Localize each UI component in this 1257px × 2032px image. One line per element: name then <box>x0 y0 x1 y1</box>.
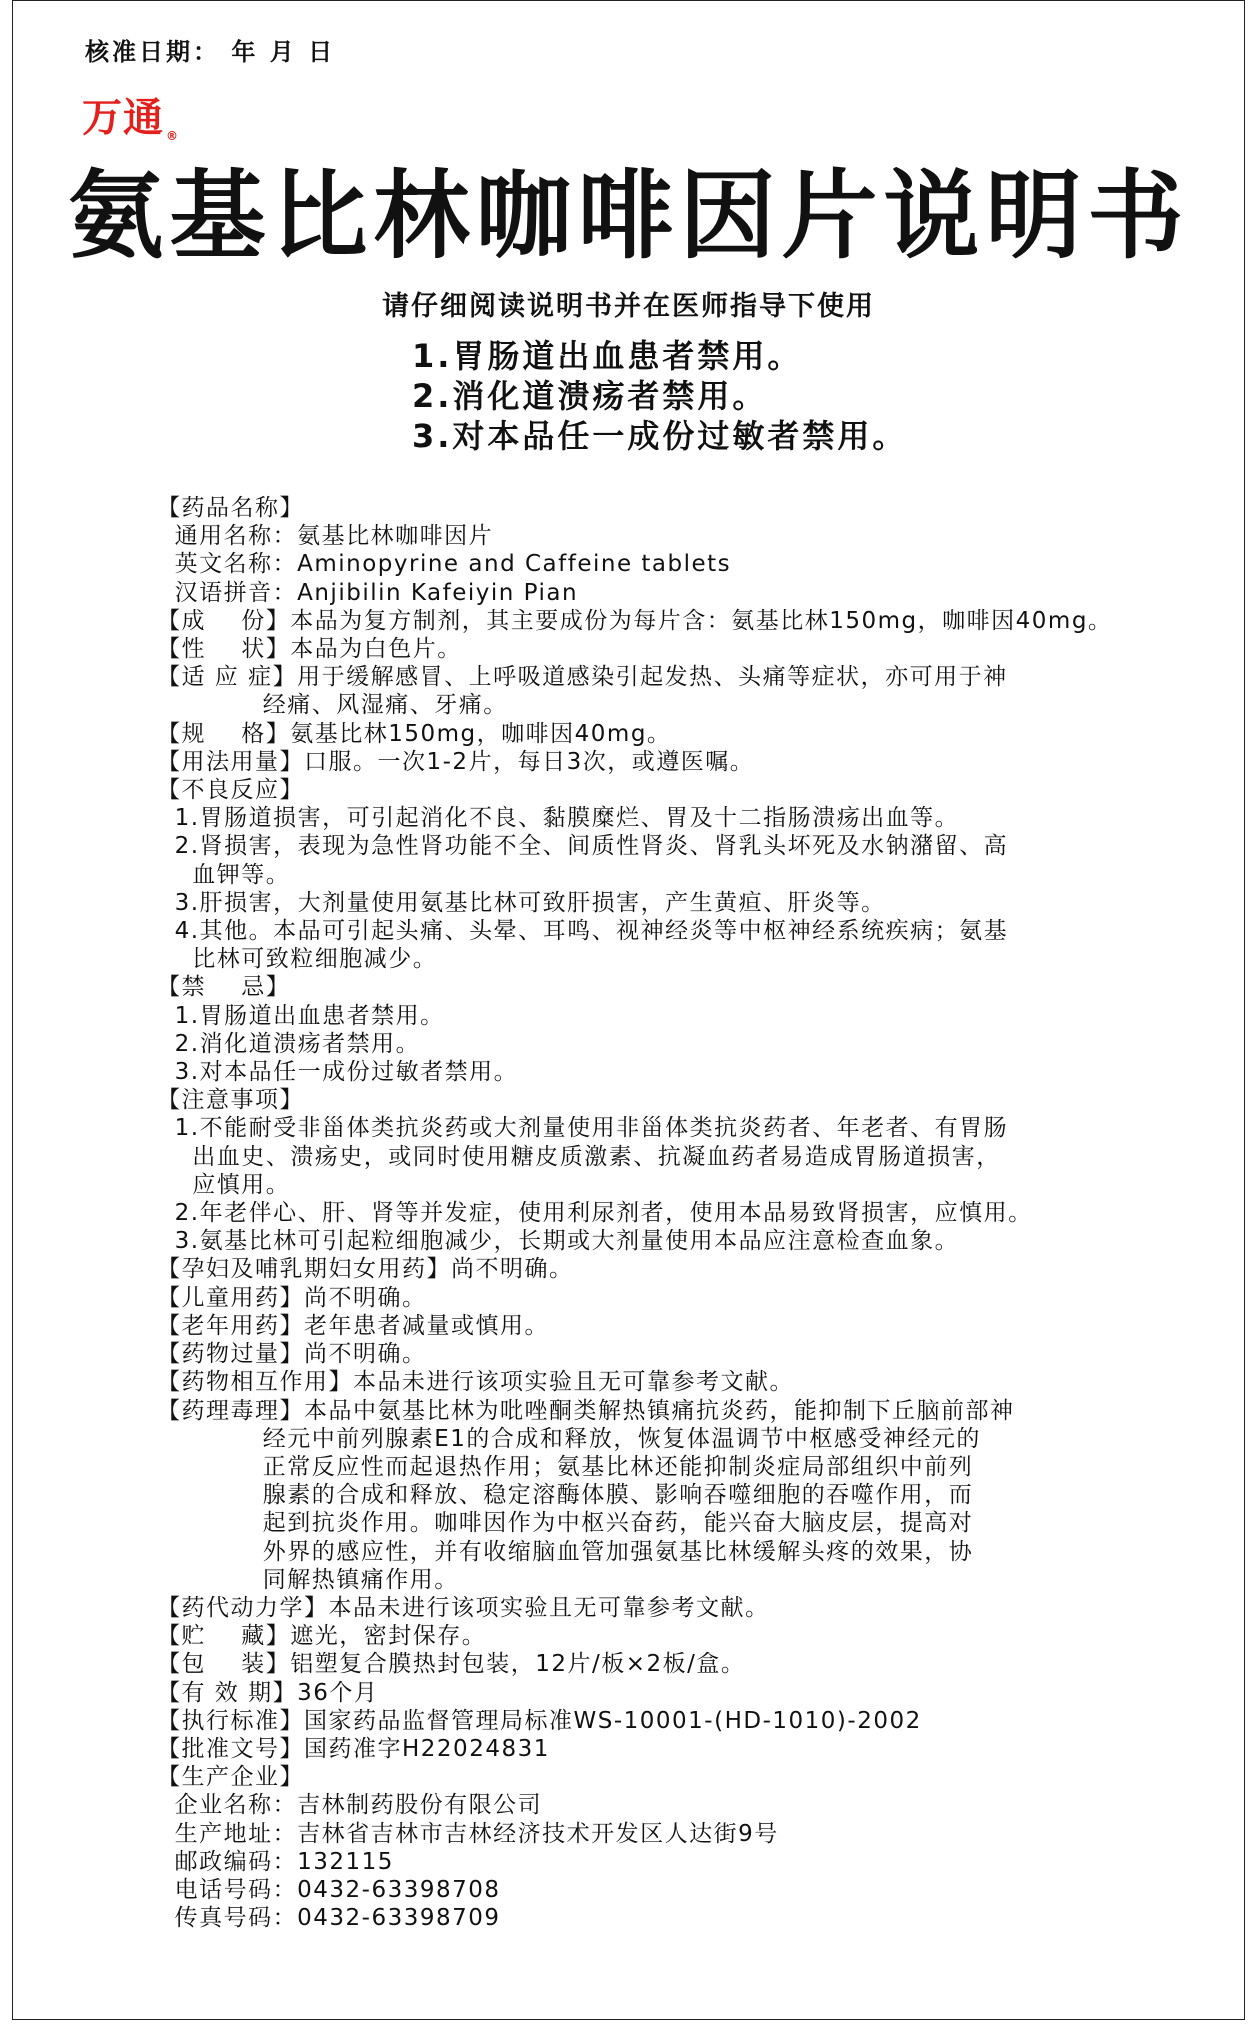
brand-name: 万通 <box>82 95 164 141</box>
text-line: 【执行标准】国家药品监督管理局标准WS-10001-(HD-1010)-2002 <box>157 1707 922 1734</box>
text-line: 【禁 忌】 <box>157 974 291 1001</box>
text-line: 【药物相互作用】本品未进行该项实验且无可靠参考文献。 <box>157 1369 794 1396</box>
text-line: 【有 效 期】36个月 <box>157 1679 379 1706</box>
text-line: 【性 状】本品为白色片。 <box>157 636 462 663</box>
text-line: 经元中前列腺素E1的合成和释放，恢复体温调节中枢感受神经元的 <box>157 1425 981 1452</box>
warning-item: 1.胃肠道出血患者禁用。 <box>412 337 803 375</box>
text-line: 英文名称：Aminopyrine and Caffeine tablets <box>157 551 732 578</box>
text-line: 外界的感应性，并有收缩脑血管加强氨基比林缓解头疼的效果，协 <box>157 1538 974 1565</box>
text-line: 3.氨基比林可引起粒细胞减少，长期或大剂量使用本品应注意检查血象。 <box>157 1228 960 1255</box>
text-line: 【贮 藏】遮光，密封保存。 <box>157 1623 487 1650</box>
text-line: 1.不能耐受非甾体类抗炎药或大剂量使用非甾体类抗炎药者、年老者、有胃肠 <box>157 1115 1009 1142</box>
text-line: 起到抗炎作用。咖啡因作为中枢兴奋药，能兴奋大脑皮层，提高对 <box>157 1510 974 1537</box>
warning-item: 3.对本品任一成份过敏者禁用。 <box>412 417 908 455</box>
text-line: 【药理毒理】本品中氨基比林为吡唑酮类解热镇痛抗炎药，能抑制下丘脑前部神 <box>157 1397 1015 1424</box>
warning-list <box>412 336 907 456</box>
text-line: 汉语拼音：Anjibilin Kafeiyin Pian <box>157 579 579 606</box>
text-line: 【药品名称】 <box>157 495 304 521</box>
text-line: 正常反应性而起退热作用；氨基比林还能抑制炎症局部组织中前列 <box>157 1453 974 1480</box>
text-line: 【规 格】氨基比林150mg，咖啡因40mg。 <box>157 720 672 747</box>
text-line: 【适 应 症】用于缓解感冒、上呼吸道感染引起发热、头痛等症状，亦可用于神 <box>157 664 1008 691</box>
text-line: 1.胃肠道损害，可引起消化不良、黏膜糜烂、胃及十二指肠溃疡出血等。 <box>157 805 960 832</box>
text-line: 【药物过量】尚不明确。 <box>157 1341 427 1368</box>
text-line: 腺素的合成和释放、稳定溶酶体膜、影响吞噬细胞的吞噬作用，而 <box>157 1482 974 1509</box>
text-line: 企业名称：吉林制药股份有限公司 <box>157 1792 543 1819</box>
text-line: 【儿童用药】尚不明确。 <box>157 1284 427 1311</box>
text-line: 比林可致粒细胞减少。 <box>157 946 438 973</box>
text-line: 2.消化道溃疡者禁用。 <box>157 1030 421 1057</box>
text-line: 【药代动力学】本品未进行该项实验且无可靠参考文献。 <box>157 1594 770 1621</box>
text-line: 【批准文号】国药准字H22024831 <box>157 1735 550 1762</box>
instructions-body <box>157 494 1117 1932</box>
text-line: 【不良反应】 <box>157 777 304 804</box>
text-line: 出血史、溃疡史，或同时使用糖皮质激素、抗凝血药者易造成胃肠道损害， <box>157 1143 1001 1170</box>
text-line: 血钾等。 <box>157 861 291 888</box>
text-line: 1.胃肠道出血患者禁用。 <box>157 1002 445 1029</box>
text-line: 【孕妇及哺乳期妇女用药】尚不明确。 <box>157 1256 574 1283</box>
brand-logo <box>82 86 179 143</box>
text-line: 3.对本品任一成份过敏者禁用。 <box>157 1059 519 1086</box>
text-line: 【包 装】铝塑复合膜热封包装，12片/板×2板/盒。 <box>157 1651 746 1678</box>
text-line: 3.肝损害，大剂量使用氨基比林可致肝损害，产生黄疸、肝炎等。 <box>157 889 886 916</box>
text-line: 2.年老伴心、肝、肾等并发症，使用利尿剂者，使用本品易致肾损害，应慎用。 <box>157 1200 1033 1227</box>
text-line: 4.其他。本品可引起头痛、头晕、耳鸣、视神经炎等中枢神经系统疾病；氨基 <box>157 918 1009 945</box>
text-line: 传真号码：0432-63398709 <box>157 1905 501 1932</box>
registered-mark: ® <box>166 129 179 143</box>
document-title: 氨基比林咖啡因片说明书 <box>67 159 1190 272</box>
text-line: 同解热镇痛作用。 <box>157 1566 459 1593</box>
text-line: 【生产企业】 <box>157 1764 304 1791</box>
warning-item: 2.消化道溃疡者禁用。 <box>412 377 768 415</box>
text-line: 【成 份】本品为复方制剂，其主要成份为每片含：氨基比林150mg，咖啡因40mg。 <box>157 607 1113 634</box>
text-line: 邮政编码：132115 <box>157 1848 394 1875</box>
text-line: 通用名称：氨基比林咖啡因片 <box>157 523 494 550</box>
text-line: 电话号码：0432-63398708 <box>157 1876 501 1903</box>
text-line: 2.肾损害，表现为急性肾功能不全、间质性肾炎、肾乳头坏死及水钠潴留、高 <box>157 833 1009 860</box>
document-subtitle: 请仔细阅读说明书并在医师指导下使用 <box>382 291 875 322</box>
text-line: 生产地址：吉林省吉林市吉林经济技术开发区人达街9号 <box>157 1820 779 1847</box>
approval-date: 核准日期： 年 月 日 <box>85 38 336 66</box>
text-line: 【老年用药】老年患者减量或慎用。 <box>157 1312 549 1339</box>
text-line: 【用法用量】口服。一次1-2片，每日3次，或遵医嘱。 <box>157 748 755 775</box>
text-line: 经痛、风湿痛、牙痛。 <box>157 692 508 719</box>
text-line: 【注意事项】 <box>157 1087 304 1114</box>
text-line: 应慎用。 <box>157 1171 291 1198</box>
